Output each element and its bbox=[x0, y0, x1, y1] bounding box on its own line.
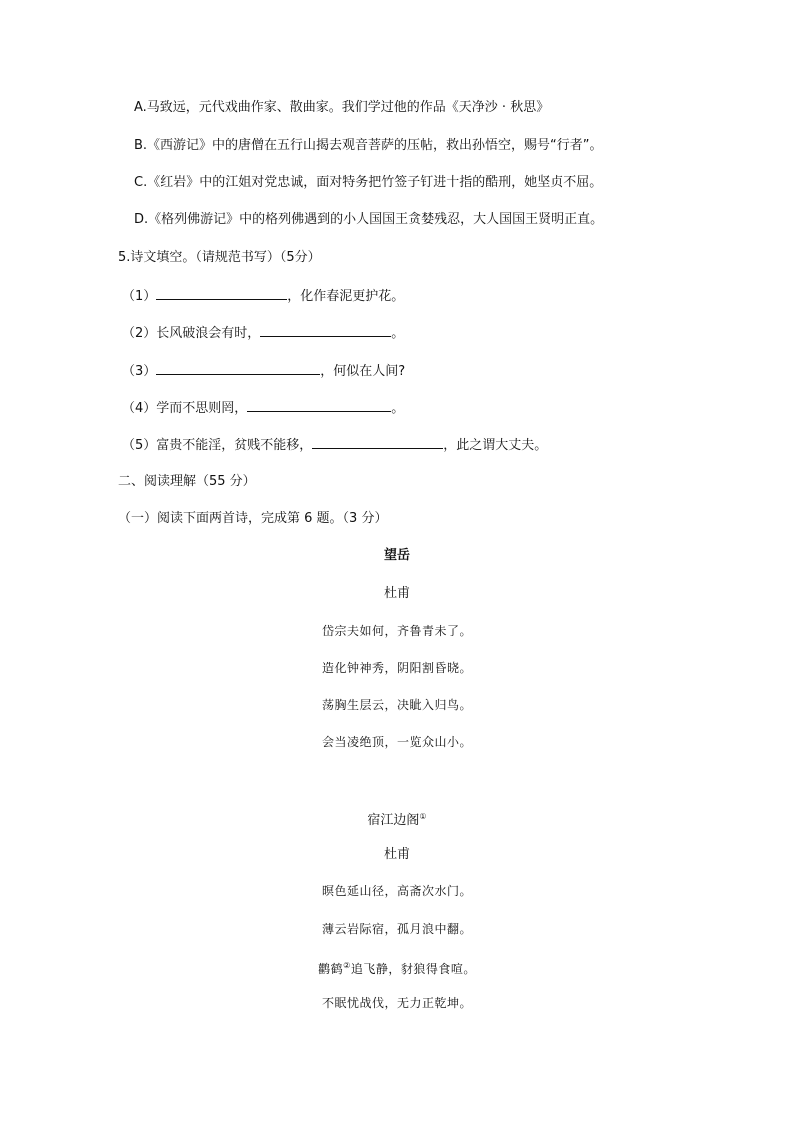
footnote-marker: ② bbox=[343, 961, 351, 970]
poem-2-title: 宿江边阁① bbox=[367, 812, 427, 828]
poem-2-line: 薄云岩际宿，孤月浪中翻。 bbox=[321, 922, 472, 936]
fill-item-2: （2）长风破浪会有时， 。 bbox=[122, 323, 404, 343]
poem-2-line: 暝色延山径，高斋次水门。 bbox=[321, 884, 472, 898]
answer-blank[interactable] bbox=[312, 435, 443, 449]
answer-blank[interactable] bbox=[260, 323, 391, 337]
item-number: （1） bbox=[122, 289, 157, 304]
item-number: （3） bbox=[122, 364, 157, 379]
fill-item-3: （3） ，何似在人间? bbox=[122, 361, 405, 381]
section-2-title: 二、阅读理解（55 分） bbox=[118, 474, 256, 489]
poem-1-line: 荡胸生层云，决眦入归鸟。 bbox=[321, 698, 472, 712]
answer-blank[interactable] bbox=[247, 398, 391, 412]
item-number: （4） bbox=[122, 401, 157, 416]
poem-1-line: 造化钟神秀，阴阳割昏晓。 bbox=[321, 661, 472, 675]
answer-blank[interactable] bbox=[156, 286, 287, 300]
answer-blank[interactable] bbox=[156, 361, 320, 375]
poem-1-author: 杜甫 bbox=[383, 586, 410, 601]
option-a: A.马致远，元代戏曲作家、散曲家。我们学过他的作品《天净沙 · 秋思》 bbox=[134, 100, 550, 115]
footnote-marker: ① bbox=[419, 812, 427, 821]
fill-item-1: （1） ，化作春泥更护花。 bbox=[122, 286, 404, 306]
item-number: （2） bbox=[122, 326, 157, 341]
poem-1-title: 望岳 bbox=[383, 548, 410, 563]
fill-item-5: （5）富贵不能淫，贫贱不能移， ，此之谓大丈夫。 bbox=[122, 435, 547, 455]
poem-1-line: 会当凌绝顶，一览众山小。 bbox=[321, 735, 472, 749]
question-5-title: 5.诗文填空。（请规范书写）（5分） bbox=[118, 250, 321, 265]
item-number: （5） bbox=[122, 438, 157, 453]
section-2-instruction: （一）阅读下面两首诗，完成第 6 题。（3 分） bbox=[118, 511, 388, 526]
poem-1-line: 岱宗夫如何，齐鲁青未了。 bbox=[321, 624, 472, 638]
fill-item-4: （4）学而不思则罔， 。 bbox=[122, 398, 404, 418]
poem-2-line: 鹳鹤②追飞静，豺狼得食喧。 bbox=[318, 961, 476, 976]
option-b: B.《西游记》中的唐僧在五行山揭去观音菩萨的压帖，救出孙悟空，赐号“行者”。 bbox=[134, 138, 603, 153]
poem-2-line: 不眠忧战伐，无力正乾坤。 bbox=[321, 996, 472, 1010]
option-c: C.《红岩》中的江姐对党忠诚，面对特务把竹签子钉进十指的酷刑，她坚贞不屈。 bbox=[134, 175, 603, 190]
option-d: D.《格列佛游记》中的格列佛遇到的小人国国王贪婪残忍，大人国国王贤明正直。 bbox=[134, 212, 604, 227]
poem-2-author: 杜甫 bbox=[383, 847, 410, 862]
